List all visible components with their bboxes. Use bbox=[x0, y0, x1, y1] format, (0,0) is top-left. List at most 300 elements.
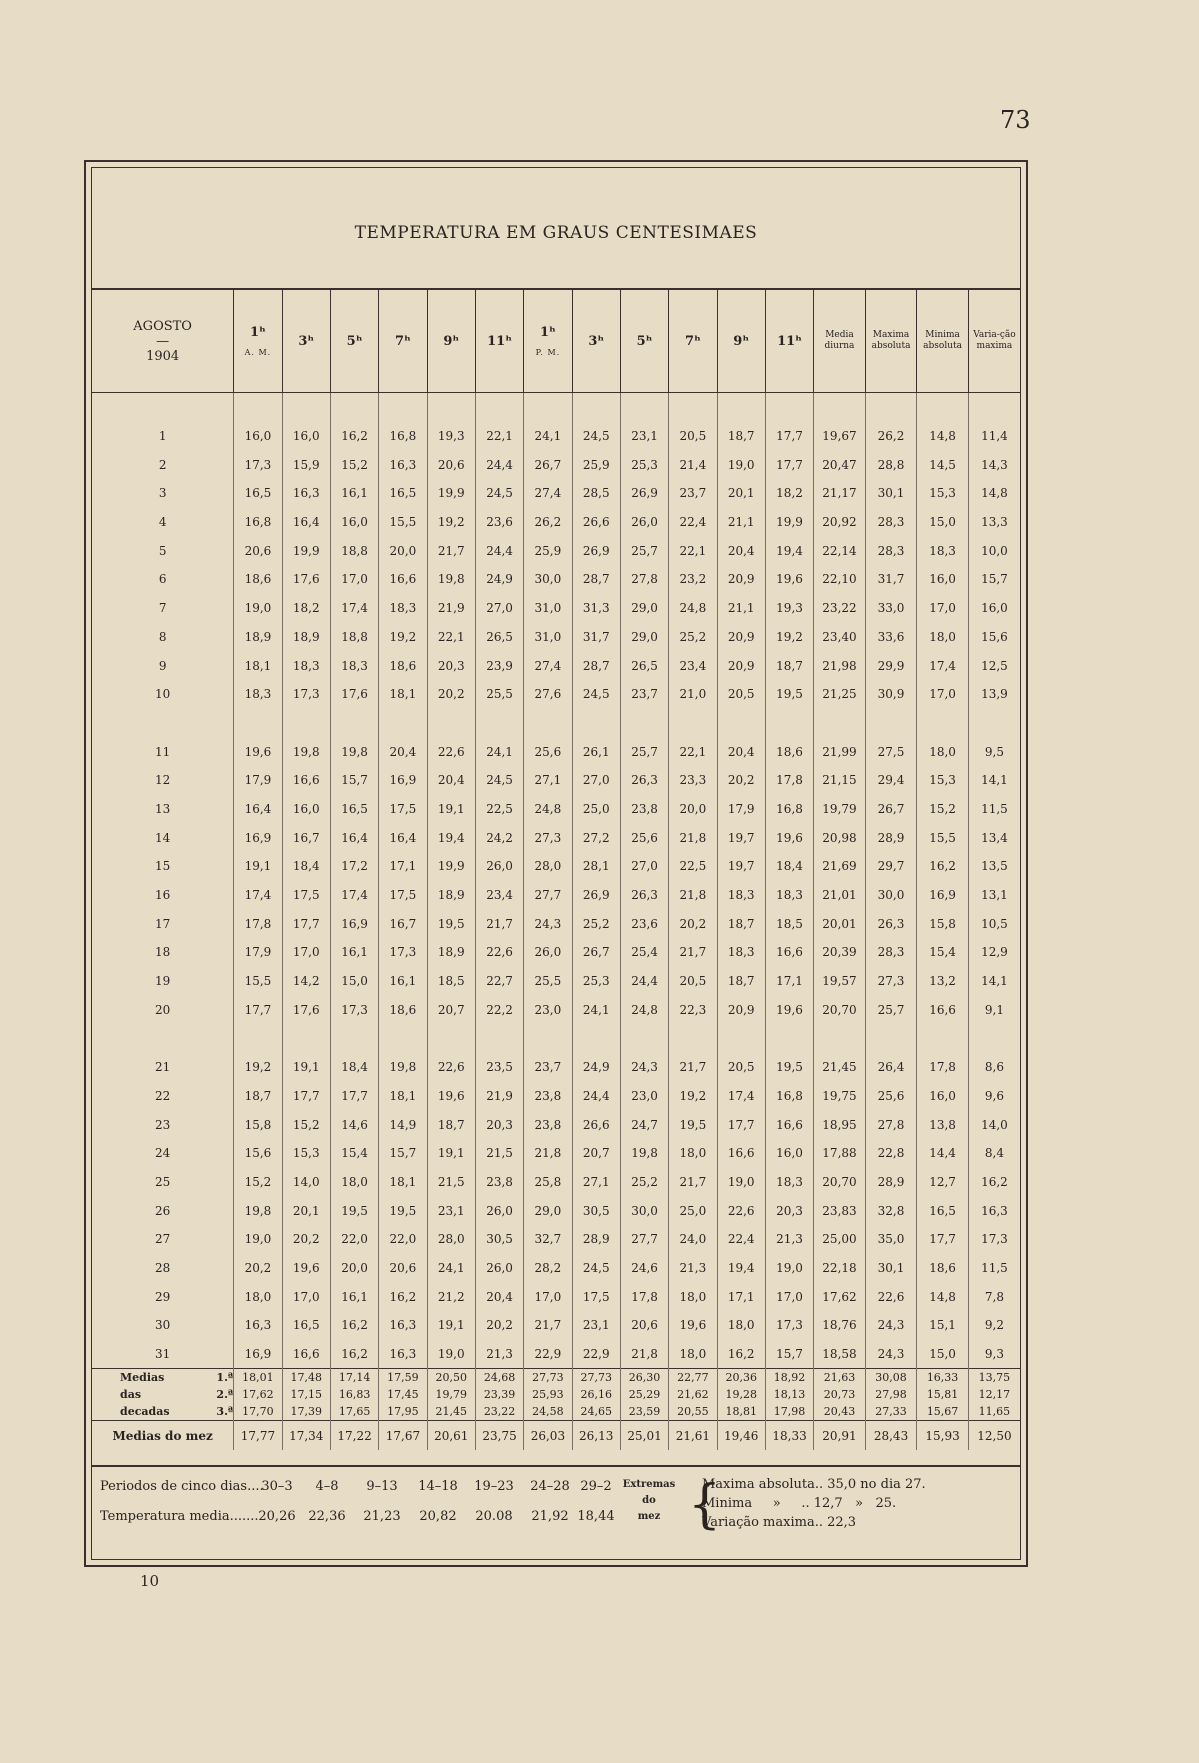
value-cell: 18,3 bbox=[917, 536, 969, 565]
value-cell: 18,9 bbox=[427, 881, 475, 910]
month-mean-value: 19,46 bbox=[717, 1421, 765, 1450]
hour-label: 1ʰ bbox=[539, 325, 556, 340]
value-cell: 19,8 bbox=[234, 1196, 282, 1225]
value-cell: 21,7 bbox=[669, 938, 717, 967]
decade-mean-value: 16,33 bbox=[926, 1371, 959, 1385]
period-temp: 22,36 bbox=[308, 1509, 346, 1524]
decade-mean-value: 21,63 bbox=[823, 1371, 856, 1385]
month-mean-value: 17,34 bbox=[282, 1421, 330, 1450]
value-cell: 22,1 bbox=[475, 422, 523, 451]
table-row bbox=[92, 1311, 1020, 1340]
gap-cell bbox=[524, 393, 572, 422]
value-cell: 18,58 bbox=[814, 1340, 866, 1369]
value-cell: 15,7 bbox=[330, 766, 378, 795]
hour-header bbox=[572, 290, 620, 393]
decade-ordinal: 1.ª bbox=[216, 1371, 234, 1385]
hour-label: 11ʰ bbox=[487, 333, 512, 349]
value-cell: 28,0 bbox=[524, 852, 572, 881]
value-cell: 17,62 bbox=[814, 1282, 866, 1311]
value-cell: 25,7 bbox=[620, 737, 668, 766]
gap-cell bbox=[379, 709, 427, 738]
value-cell: 12,5 bbox=[981, 658, 1008, 673]
hour-label: 5ʰ bbox=[346, 333, 363, 349]
value-cell: 24,3 bbox=[865, 1311, 917, 1340]
decade-means-cell bbox=[524, 1369, 572, 1421]
table-row bbox=[92, 967, 1020, 996]
value-cell: 20,5 bbox=[669, 422, 717, 451]
value-cell: 21,17 bbox=[814, 479, 866, 508]
value-cell: 25,4 bbox=[620, 938, 668, 967]
value-cell: 30,5 bbox=[475, 1225, 523, 1254]
hour-label: 9ʰ bbox=[733, 333, 750, 349]
value-cell: 15,6 bbox=[234, 1139, 282, 1168]
value-cell: 20,01 bbox=[814, 909, 866, 938]
value-cell: 21,7 bbox=[475, 909, 523, 938]
value-cell: 17,3 bbox=[234, 450, 282, 479]
month-mean-value: 15,93 bbox=[917, 1421, 969, 1450]
table-row bbox=[92, 909, 1020, 938]
table-title: TEMPERATURA EM GRAUS CENTESIMAES bbox=[92, 168, 1020, 290]
value-cell: 16,0 bbox=[282, 795, 330, 824]
value-cell: 23,40 bbox=[814, 623, 866, 652]
value-cell: 15,6 bbox=[981, 629, 1008, 644]
value-cell: 26,3 bbox=[620, 766, 668, 795]
value-cell: 27,7 bbox=[524, 881, 572, 910]
hour-label: 5ʰ bbox=[636, 333, 653, 349]
value-cell: 30,5 bbox=[572, 1196, 620, 1225]
day-cell: 19 bbox=[92, 967, 234, 996]
value-cell: 19,0 bbox=[717, 450, 765, 479]
gap-cell bbox=[717, 709, 765, 738]
table-row bbox=[92, 823, 1020, 852]
hour-header bbox=[524, 290, 572, 393]
decade-mean-value: 15,67 bbox=[926, 1405, 959, 1419]
value-cell: 17,8 bbox=[917, 1053, 969, 1082]
value-cell: 22,8 bbox=[865, 1139, 917, 1168]
gap-cell bbox=[765, 1024, 813, 1053]
value-cell: 19,0 bbox=[234, 594, 282, 623]
table-row bbox=[92, 1168, 1020, 1197]
value-cell: 17,8 bbox=[234, 909, 282, 938]
gap-cell bbox=[330, 709, 378, 738]
value-cell: 14,5 bbox=[917, 450, 969, 479]
period-range: 9–13 bbox=[366, 1479, 398, 1494]
value-cell: 30,0 bbox=[865, 881, 917, 910]
day-cell: 29 bbox=[92, 1282, 234, 1311]
day-cell: 9 bbox=[92, 651, 234, 680]
value-cell: 18,0 bbox=[234, 1282, 282, 1311]
value-cell: 15,7 bbox=[379, 1139, 427, 1168]
value-cell: 21,5 bbox=[475, 1139, 523, 1168]
value-cell: 22,6 bbox=[475, 938, 523, 967]
month-mean-value: 17,22 bbox=[330, 1421, 378, 1450]
day-cell: 18 bbox=[92, 938, 234, 967]
extremas-variacao: Variação maxima.. 22,3 bbox=[702, 1515, 857, 1530]
value-cell: 24,1 bbox=[524, 422, 572, 451]
table-inner-frame bbox=[91, 167, 1021, 1560]
value-cell: 19,6 bbox=[282, 1254, 330, 1283]
value-cell: 18,1 bbox=[379, 680, 427, 709]
gap-cell bbox=[330, 1024, 378, 1053]
hour-label: 7ʰ bbox=[395, 333, 411, 349]
gap-cell bbox=[524, 1024, 572, 1053]
decade-mean-value: 23,22 bbox=[483, 1405, 516, 1419]
gap-cell bbox=[765, 709, 813, 738]
value-cell: 19,8 bbox=[620, 1139, 668, 1168]
decade-mean-value: 18,01 bbox=[242, 1371, 274, 1385]
decade-mean-value: 18,92 bbox=[773, 1371, 806, 1385]
hour-header bbox=[330, 290, 378, 393]
gap-cell bbox=[814, 709, 866, 738]
value-cell: 16,3 bbox=[282, 479, 330, 508]
gap-cell bbox=[572, 1024, 620, 1053]
decade-mean-value: 17,14 bbox=[338, 1371, 371, 1385]
value-cell: 16,7 bbox=[282, 823, 330, 852]
value-cell: 24,6 bbox=[620, 1254, 668, 1283]
gap-cell bbox=[572, 393, 620, 422]
value-cell: 17,0 bbox=[917, 594, 969, 623]
value-cell: 16,6 bbox=[717, 1139, 765, 1168]
decade-mean-value: 17,15 bbox=[290, 1388, 322, 1402]
day-cell: 28 bbox=[92, 1254, 234, 1283]
value-cell: 16,5 bbox=[282, 1311, 330, 1340]
decade-mean-value: 21,45 bbox=[435, 1405, 467, 1419]
decade-means-cell bbox=[765, 1369, 813, 1421]
value-cell: 18,3 bbox=[765, 881, 813, 910]
row-gap bbox=[92, 393, 1020, 422]
value-cell: 13,2 bbox=[917, 967, 969, 996]
value-cell: 21,69 bbox=[814, 852, 866, 881]
value-cell: 23,6 bbox=[620, 909, 668, 938]
value-cell: 31,7 bbox=[865, 565, 917, 594]
value-cell: 23,0 bbox=[620, 1082, 668, 1111]
value-cell: 15,9 bbox=[282, 450, 330, 479]
value-cell: 23,8 bbox=[524, 1110, 572, 1139]
value-cell: 15,0 bbox=[917, 508, 969, 537]
day-cell: 1 bbox=[92, 422, 234, 451]
extremas-values bbox=[702, 1475, 926, 1532]
value-cell: 17,9 bbox=[717, 795, 765, 824]
value-cell: 8,6 bbox=[984, 1060, 1004, 1075]
value-cell: 21,1 bbox=[717, 508, 765, 537]
value-cell: 16,2 bbox=[981, 1174, 1008, 1189]
value-cell: 17,0 bbox=[330, 565, 378, 594]
gap-cell bbox=[92, 393, 234, 422]
periods-label: Periodos de cinco dias.... bbox=[100, 1479, 264, 1494]
table-row bbox=[92, 795, 1020, 824]
value-cell: 26,0 bbox=[620, 508, 668, 537]
value-cell: 19,9 bbox=[765, 508, 813, 537]
gap-cell bbox=[427, 1024, 475, 1053]
value-cell: 22,5 bbox=[475, 795, 523, 824]
decade-mean-value: 24,68 bbox=[483, 1371, 516, 1385]
value-cell: 26,9 bbox=[572, 536, 620, 565]
value-cell: 26,7 bbox=[572, 938, 620, 967]
gap-cell bbox=[865, 1024, 917, 1053]
decade-mean-value: 23,39 bbox=[483, 1388, 516, 1402]
hour-header bbox=[282, 290, 330, 393]
gap-cell bbox=[917, 393, 969, 422]
value-cell: 29,0 bbox=[524, 1196, 572, 1225]
month-mean-value: 23,75 bbox=[475, 1421, 523, 1450]
value-cell: 23,2 bbox=[669, 565, 717, 594]
day-cell: 6 bbox=[92, 565, 234, 594]
extremas-line-2: do bbox=[642, 1495, 656, 1506]
gap-cell bbox=[917, 709, 969, 738]
value-cell: 27,0 bbox=[572, 766, 620, 795]
value-cell: 23,0 bbox=[524, 995, 572, 1024]
value-cell: 11,5 bbox=[981, 1260, 1008, 1275]
value-cell: 19,75 bbox=[814, 1082, 866, 1111]
value-cell: 16,4 bbox=[234, 795, 282, 824]
hour-label: 1ʰ bbox=[250, 325, 266, 340]
value-cell: 14,8 bbox=[917, 422, 969, 451]
value-cell: 17,3 bbox=[765, 1311, 813, 1340]
day-cell: 12 bbox=[92, 766, 234, 795]
decade-means-cell bbox=[234, 1369, 282, 1421]
value-cell: 16,0 bbox=[917, 1082, 969, 1111]
value-cell: 23,8 bbox=[524, 1082, 572, 1111]
value-cell: 17,3 bbox=[282, 680, 330, 709]
value-cell: 27,3 bbox=[865, 967, 917, 996]
decade-mean-value: 26,30 bbox=[628, 1371, 661, 1385]
value-cell: 22,9 bbox=[524, 1340, 572, 1369]
value-cell: 18,8 bbox=[330, 623, 378, 652]
value-cell: 16,3 bbox=[379, 450, 427, 479]
value-cell: 24,7 bbox=[620, 1110, 668, 1139]
value-cell: 19,2 bbox=[765, 623, 813, 652]
value-cell: 16,6 bbox=[765, 1110, 813, 1139]
value-cell: 16,1 bbox=[330, 1282, 378, 1311]
period-temp: 21,23 bbox=[363, 1509, 401, 1524]
value-cell: 19,9 bbox=[427, 479, 475, 508]
table-row bbox=[92, 450, 1020, 479]
decade-label-line bbox=[92, 1403, 233, 1420]
value-cell: 17,7 bbox=[717, 1110, 765, 1139]
gap-cell bbox=[669, 1024, 717, 1053]
gap-cell bbox=[669, 709, 717, 738]
value-cell: 21,3 bbox=[765, 1225, 813, 1254]
value-cell: 10,0 bbox=[981, 543, 1008, 558]
table-row bbox=[92, 1053, 1020, 1082]
value-cell: 16,5 bbox=[917, 1196, 969, 1225]
value-cell: 26,0 bbox=[524, 938, 572, 967]
value-cell: 23,83 bbox=[814, 1196, 866, 1225]
value-cell: 16,8 bbox=[765, 1082, 813, 1111]
decade-means-cell bbox=[669, 1369, 717, 1421]
value-cell: 21,8 bbox=[524, 1139, 572, 1168]
decade-means-cell bbox=[865, 1369, 917, 1421]
value-cell: 19,6 bbox=[765, 565, 813, 594]
value-cell: 9,5 bbox=[984, 744, 1004, 759]
value-cell: 14,3 bbox=[981, 457, 1008, 472]
value-cell: 16,3 bbox=[379, 1340, 427, 1369]
period-temp: 20,82 bbox=[419, 1509, 457, 1524]
value-cell: 16,0 bbox=[330, 508, 378, 537]
value-cell: 24,5 bbox=[572, 1254, 620, 1283]
gap-cell bbox=[475, 393, 523, 422]
gap-cell bbox=[92, 709, 234, 738]
decade-mean-value: 11,65 bbox=[978, 1405, 1011, 1419]
decade-means-cell bbox=[814, 1369, 866, 1421]
value-cell: 26,9 bbox=[620, 479, 668, 508]
value-cell: 22,1 bbox=[669, 737, 717, 766]
hour-header bbox=[669, 290, 717, 393]
value-cell: 17,6 bbox=[330, 680, 378, 709]
value-cell: 21,0 bbox=[669, 680, 717, 709]
value-cell: 16,5 bbox=[379, 479, 427, 508]
value-cell: 18,3 bbox=[330, 651, 378, 680]
value-cell: 21,7 bbox=[669, 1168, 717, 1197]
value-cell: 19,4 bbox=[717, 1254, 765, 1283]
value-cell: 17,5 bbox=[379, 795, 427, 824]
gap-cell bbox=[427, 393, 475, 422]
value-cell: 17,2 bbox=[330, 852, 378, 881]
decade-label-word: das bbox=[120, 1388, 142, 1402]
value-cell: 30,0 bbox=[620, 1196, 668, 1225]
value-cell: 21,7 bbox=[524, 1311, 572, 1340]
value-cell: 26,2 bbox=[865, 422, 917, 451]
value-cell: 18,9 bbox=[282, 623, 330, 652]
value-cell: 17,0 bbox=[765, 1282, 813, 1311]
value-cell: 18,0 bbox=[669, 1139, 717, 1168]
value-cell: 24,4 bbox=[475, 450, 523, 479]
value-cell: 23,8 bbox=[475, 1168, 523, 1197]
decade-mean-value: 20,43 bbox=[823, 1405, 856, 1419]
hour-header bbox=[234, 290, 282, 393]
gap-cell bbox=[765, 393, 813, 422]
day-cell: 22 bbox=[92, 1082, 234, 1111]
value-cell: 19,2 bbox=[669, 1082, 717, 1111]
value-cell: 19,6 bbox=[765, 995, 813, 1024]
value-cell: 30,9 bbox=[865, 680, 917, 709]
table-frame bbox=[84, 160, 1028, 1567]
decade-label-word: decadas bbox=[120, 1405, 170, 1419]
gap-cell bbox=[524, 709, 572, 738]
value-cell: 20,4 bbox=[717, 536, 765, 565]
hour-header bbox=[427, 290, 475, 393]
value-cell: 15,5 bbox=[379, 508, 427, 537]
value-cell: 19,6 bbox=[234, 737, 282, 766]
value-cell: 18,0 bbox=[717, 1311, 765, 1340]
value-cell: 26,5 bbox=[475, 623, 523, 652]
page-number: 73 bbox=[1000, 106, 1031, 134]
decade-mean-value: 21,62 bbox=[677, 1388, 709, 1402]
value-cell: 17,7 bbox=[234, 995, 282, 1024]
value-cell: 16,0 bbox=[765, 1139, 813, 1168]
value-cell: 16,1 bbox=[330, 479, 378, 508]
value-cell: 16,8 bbox=[379, 422, 427, 451]
value-cell: 20,2 bbox=[427, 680, 475, 709]
value-cell: 16,4 bbox=[379, 823, 427, 852]
value-cell: 21,98 bbox=[814, 651, 866, 680]
value-cell: 24,3 bbox=[524, 909, 572, 938]
value-cell: 28,9 bbox=[865, 823, 917, 852]
decade-means-cell bbox=[379, 1369, 427, 1421]
value-cell: 22,1 bbox=[427, 623, 475, 652]
value-cell: 15,3 bbox=[282, 1139, 330, 1168]
value-cell: 31,7 bbox=[572, 623, 620, 652]
decade-ordinal: 3.ª bbox=[216, 1405, 234, 1419]
value-cell: 18,3 bbox=[717, 938, 765, 967]
decade-mean-value: 24,65 bbox=[580, 1405, 612, 1419]
value-cell: 15,4 bbox=[917, 938, 969, 967]
value-cell: 16,2 bbox=[330, 1340, 378, 1369]
value-cell: 16,7 bbox=[379, 909, 427, 938]
value-cell: 16,9 bbox=[330, 909, 378, 938]
table-row bbox=[92, 1254, 1020, 1283]
value-cell: 24,9 bbox=[572, 1053, 620, 1082]
value-cell: 23,4 bbox=[475, 881, 523, 910]
day-cell: 27 bbox=[92, 1225, 234, 1254]
value-cell: 32,7 bbox=[524, 1225, 572, 1254]
value-cell: 23,1 bbox=[572, 1311, 620, 1340]
value-cell: 25,9 bbox=[524, 536, 572, 565]
value-cell: 16,9 bbox=[234, 1340, 282, 1369]
value-cell: 15,2 bbox=[234, 1168, 282, 1197]
value-cell: 19,8 bbox=[282, 737, 330, 766]
value-cell: 16,0 bbox=[234, 422, 282, 451]
decade-mean-value: 19,28 bbox=[725, 1388, 757, 1402]
table-row bbox=[92, 1082, 1020, 1111]
value-cell: 22,10 bbox=[814, 565, 866, 594]
value-cell: 25,9 bbox=[572, 450, 620, 479]
decade-mean-value: 13,75 bbox=[978, 1371, 1011, 1385]
value-cell: 17,5 bbox=[572, 1282, 620, 1311]
gap-cell bbox=[427, 709, 475, 738]
value-cell: 13,4 bbox=[981, 830, 1008, 845]
value-cell: 16,0 bbox=[981, 601, 1008, 616]
value-cell: 17,4 bbox=[717, 1082, 765, 1111]
period-temp: 20,26 bbox=[258, 1509, 296, 1524]
decade-mean-value: 17,70 bbox=[242, 1405, 274, 1419]
value-cell: 19,5 bbox=[765, 1053, 813, 1082]
value-cell: 22,6 bbox=[427, 1053, 475, 1082]
day-cell: 4 bbox=[92, 508, 234, 537]
value-cell: 28,3 bbox=[865, 938, 917, 967]
value-cell: 19,0 bbox=[427, 1340, 475, 1369]
value-cell: 17,0 bbox=[282, 1282, 330, 1311]
value-cell: 18,7 bbox=[765, 651, 813, 680]
value-cell: 17,7 bbox=[765, 450, 813, 479]
day-cell: 20 bbox=[92, 995, 234, 1024]
value-cell: 26,5 bbox=[620, 651, 668, 680]
value-cell: 18,8 bbox=[330, 536, 378, 565]
value-cell: 29,7 bbox=[865, 852, 917, 881]
gap-cell bbox=[717, 393, 765, 422]
value-cell: 22,2 bbox=[475, 995, 523, 1024]
value-cell: 17,1 bbox=[379, 852, 427, 881]
decade-mean-value: 24,58 bbox=[532, 1405, 564, 1419]
value-cell: 33,6 bbox=[865, 623, 917, 652]
table-row bbox=[92, 852, 1020, 881]
value-cell: 20,2 bbox=[234, 1254, 282, 1283]
value-cell: 21,99 bbox=[814, 737, 866, 766]
value-cell: 15,8 bbox=[234, 1110, 282, 1139]
stat-header: Media diurna bbox=[814, 290, 866, 393]
value-cell: 16,3 bbox=[981, 1203, 1008, 1218]
decade-means-cell bbox=[475, 1369, 523, 1421]
value-cell: 24,2 bbox=[475, 823, 523, 852]
decade-mean-value: 17,59 bbox=[387, 1371, 419, 1385]
month-mean-value: 26,03 bbox=[524, 1421, 572, 1450]
value-cell: 21,3 bbox=[669, 1254, 717, 1283]
value-cell: 11,5 bbox=[981, 801, 1008, 816]
value-cell: 17,4 bbox=[330, 881, 378, 910]
value-cell: 25,2 bbox=[669, 623, 717, 652]
value-cell: 27,3 bbox=[524, 823, 572, 852]
value-cell: 20,1 bbox=[282, 1196, 330, 1225]
